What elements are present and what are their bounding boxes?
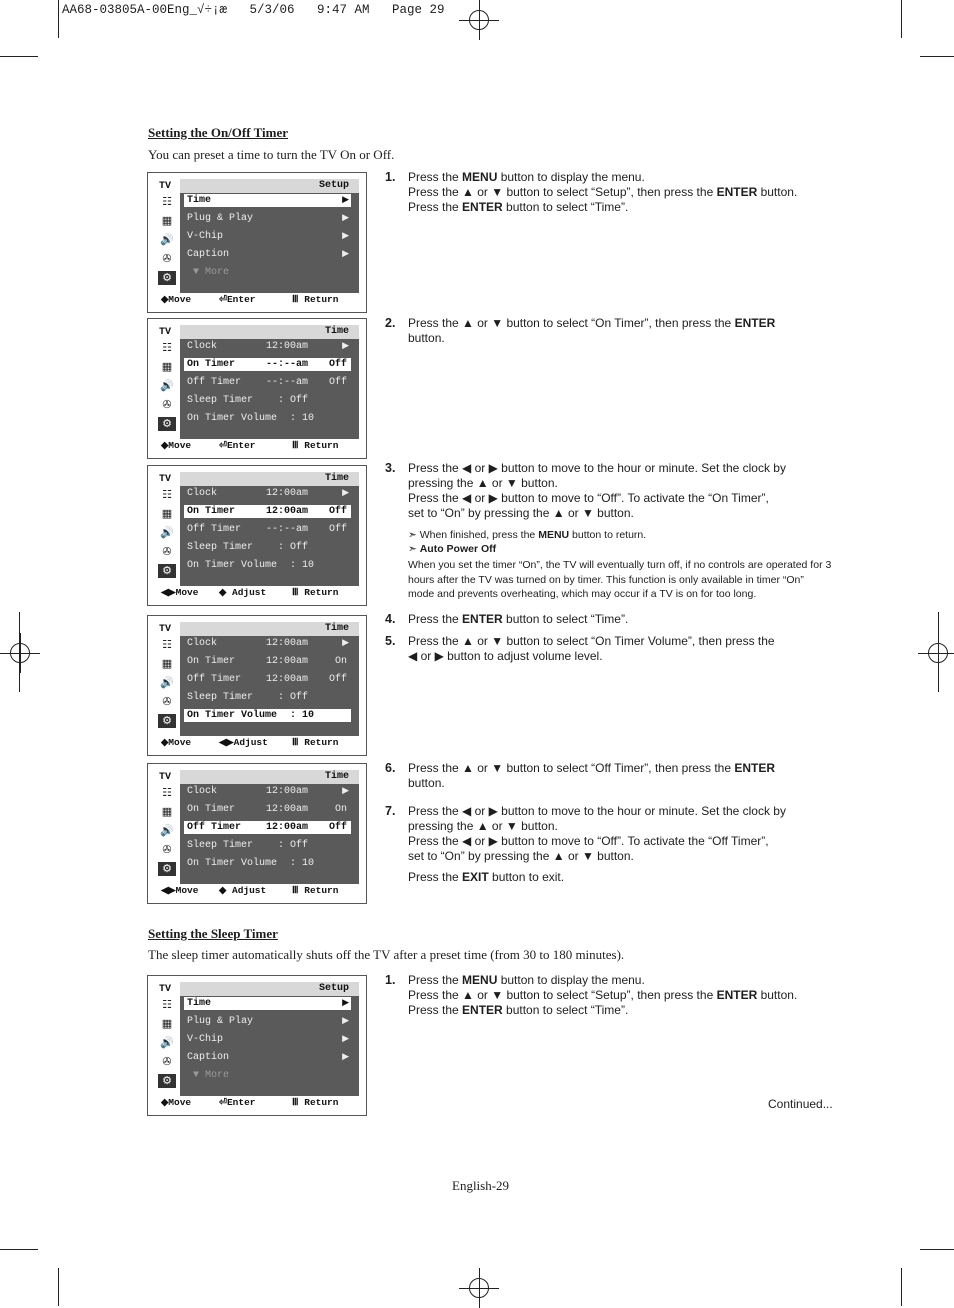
tv-menu-screen [147, 615, 367, 756]
menu-item-state: Off [328, 506, 347, 517]
menu-item [184, 412, 351, 425]
step-text: Press the ENTER button to select “Time”. [408, 612, 629, 626]
tv-label: TV [159, 984, 172, 995]
menu-item-value: 12:00am [266, 506, 309, 517]
menu-title-bar [180, 472, 359, 486]
registration-mark [918, 633, 954, 673]
menu-item-label: Clock [187, 638, 218, 649]
step-text: Press the ◀ or ▶ button to move to the hour or minute. Set the clock by pressing the ▲ or ▼ button. Press the ◀ or ▶ button to move to “Off”. To activate the “On Timer”, set to “On” by pressing the ▲ or ▼ button. [408, 461, 786, 520]
menu-title: Time [324, 771, 349, 782]
menu-item-label: Time [187, 998, 212, 1009]
menu-footer [155, 884, 359, 897]
submenu-arrow-icon: ▶ [342, 1034, 349, 1044]
menu-title: Setup [318, 983, 349, 994]
picture-icon: ☷ [162, 195, 172, 208]
menu-item-label: ▼ More [187, 1070, 230, 1081]
menu-title-bar [180, 622, 359, 636]
menu-item-state: Off [328, 674, 347, 685]
footer-hint: ⏎Enter [219, 440, 256, 451]
menu-panel [155, 770, 359, 897]
menu-footer [155, 439, 359, 452]
setup-icon: ⚙ [158, 1074, 176, 1088]
setup-antenna-icon: ✇ [162, 1055, 172, 1068]
crop-mark [58, 1268, 59, 1306]
footer-hint: ⏎Enter [219, 294, 256, 305]
menu-item-label: On Timer Volume [187, 858, 278, 869]
menu-item [184, 523, 351, 536]
menu-item [184, 1033, 351, 1046]
menu-item-label: On Timer [187, 656, 236, 667]
picture-icon: ☷ [162, 786, 172, 799]
channel-icon: ▦ [161, 507, 173, 520]
submenu-arrow-icon: ▶ [342, 249, 349, 259]
menu-item [184, 376, 351, 389]
submenu-arrow-icon: ▶ [342, 213, 349, 223]
menu-item [184, 559, 351, 572]
menu-item [184, 1051, 351, 1064]
menu-item-state: Off [328, 822, 347, 833]
crop-mark [920, 56, 954, 57]
page-number: English-29 [452, 1178, 510, 1193]
registration-mark [459, 1268, 499, 1308]
note-auto-power-off-title: ➣ Auto Power Off [408, 543, 497, 555]
menu-footer [155, 736, 359, 749]
menu-item [184, 691, 351, 704]
crop-mark [0, 56, 38, 57]
print-header: AA68-03805A-00Eng_√÷¡æ 5/3/06 9:47 AM Page 29 [62, 3, 445, 17]
tv-label: TV [159, 181, 172, 192]
menu-item-value: : 10 [266, 710, 315, 721]
menu-item [184, 394, 351, 407]
menu-item-value: 12:00am [266, 638, 309, 649]
menu-item [184, 997, 351, 1010]
tv-menu-screen [147, 172, 367, 313]
channel-icon: ▦ [161, 214, 173, 227]
menu-item-label: ▼ More [187, 267, 230, 278]
footer-hint: Ⅲ Return [292, 440, 339, 451]
menu-item-label: Time [187, 195, 212, 206]
menu-item-value: 12:00am [266, 341, 309, 352]
menu-item-label: Clock [187, 488, 218, 499]
menu-item-value: : Off [266, 692, 309, 703]
menu-item-value: : 10 [266, 413, 315, 424]
menu-title-bar [180, 982, 359, 996]
footer-hint: ◆ Adjust [219, 587, 267, 598]
footer-hint: Ⅲ Return [292, 1097, 339, 1108]
submenu-arrow-icon: ▶ [342, 488, 349, 498]
step-text: Press the MENU button to display the menu. Press the ▲ or ▼ button to select “Setup”, then press the ENTER button. Press the ENTER button to select “Time”. [408, 170, 798, 214]
menu-title-bar [180, 179, 359, 193]
menu-item-value: --:--am [266, 377, 309, 388]
setup-icon: ⚙ [158, 564, 176, 578]
submenu-arrow-icon: ▶ [342, 1016, 349, 1026]
menu-item [184, 785, 351, 798]
menu-item-state: On [334, 656, 347, 667]
channel-icon: ▦ [161, 657, 173, 670]
menu-item-label: Plug & Play [187, 1016, 254, 1027]
submenu-arrow-icon: ▶ [342, 998, 349, 1008]
menu-footer [155, 586, 359, 599]
menu-item-value: --:--am [266, 524, 309, 535]
menu-item-label: Sleep Timer [187, 840, 254, 851]
crop-mark [19, 612, 20, 692]
continued-label: Continued... [768, 1097, 833, 1111]
submenu-arrow-icon: ▶ [342, 195, 349, 205]
menu-footer [155, 1096, 359, 1109]
menu-title: Setup [318, 180, 349, 191]
step-number: 4. [385, 612, 396, 626]
picture-icon: ☷ [162, 488, 172, 501]
footer-hint: Ⅲ Return [292, 737, 339, 748]
picture-icon: ☷ [162, 998, 172, 1011]
setup-antenna-icon: ✇ [162, 843, 172, 856]
menu-title: Time [324, 623, 349, 634]
menu-title-bar [180, 325, 359, 339]
menu-title: Time [324, 326, 349, 337]
picture-icon: ☷ [162, 341, 172, 354]
menu-item [184, 803, 351, 816]
crop-mark [58, 0, 59, 38]
registration-mark [0, 633, 40, 673]
footer-hint: Ⅲ Return [292, 294, 339, 305]
footer-hint: ◆ Adjust [219, 885, 267, 896]
setup-antenna-icon: ✇ [162, 252, 172, 265]
step-number: 7. [385, 804, 396, 818]
footer-hint: ◆Move [161, 1097, 192, 1108]
crop-mark [938, 612, 939, 692]
menu-item [184, 212, 351, 225]
menu-item-label: Sleep Timer [187, 692, 254, 703]
footer-hint: ◆Move [161, 737, 192, 748]
footer-hint: ⏎Enter [219, 1097, 256, 1108]
footer-hint: ◆Move [161, 440, 192, 451]
menu-item-label: Off Timer [187, 524, 242, 535]
menu-item-state: Off [328, 524, 347, 535]
menu-title: Time [324, 473, 349, 484]
section-title: Setting the On/Off Timer [148, 125, 288, 140]
menu-item-label: Plug & Play [187, 213, 254, 224]
menu-item [184, 194, 351, 207]
menu-item [184, 248, 351, 261]
menu-item-value: --:--am [266, 359, 309, 370]
section-intro: You can preset a time to turn the TV On or Off. [148, 147, 395, 162]
step-number: 3. [385, 461, 396, 475]
setup-icon: ⚙ [158, 417, 176, 431]
setup-antenna-icon: ✇ [162, 695, 172, 708]
setup-antenna-icon: ✇ [162, 545, 172, 558]
menu-item [184, 230, 351, 243]
menu-title-bar [180, 770, 359, 784]
submenu-arrow-icon: ▶ [342, 231, 349, 241]
menu-item-value: 12:00am [266, 674, 309, 685]
footer-hint: Ⅲ Return [292, 587, 339, 598]
submenu-arrow-icon: ▶ [342, 341, 349, 351]
footer-hint: Ⅲ Return [292, 885, 339, 896]
footer-hint: ◀▶Adjust [219, 737, 268, 748]
menu-item [184, 857, 351, 870]
menu-item [184, 340, 351, 353]
menu-item-label: Clock [187, 341, 218, 352]
channel-icon: ▦ [161, 1017, 173, 1030]
menu-item-label: On Timer Volume [187, 560, 278, 571]
menu-item-label: Off Timer [187, 377, 242, 388]
crop-mark [920, 1249, 954, 1250]
menu-item-label: On Timer Volume [187, 710, 278, 721]
sound-icon: 🔊 [160, 1036, 174, 1049]
step-number: 6. [385, 761, 396, 775]
menu-panel [155, 622, 359, 749]
registration-mark [459, 0, 499, 40]
menu-item [184, 637, 351, 650]
menu-item-label: On Timer [187, 506, 236, 517]
step-text: Press the ▲ or ▼ button to select “On Timer”, then press the ENTER button. [408, 316, 776, 345]
submenu-arrow-icon: ▶ [342, 786, 349, 796]
tv-menu-screen [147, 465, 367, 606]
menu-item-label: Caption [187, 1052, 230, 1063]
menu-item [184, 709, 351, 722]
menu-item-value: : Off [266, 395, 309, 406]
setup-antenna-icon: ✇ [162, 398, 172, 411]
setup-icon: ⚙ [158, 862, 176, 876]
step-text: Press the ▲ or ▼ button to select “On Timer Volume”, then press the ◀ or ▶ button to adjust volume level. [408, 634, 775, 663]
tv-menu-screen [147, 318, 367, 459]
menu-item [184, 505, 351, 518]
menu-footer [155, 293, 359, 306]
menu-item-value: : Off [266, 542, 309, 553]
note-return: ➣ When finished, press the MENU button to return. [408, 529, 647, 541]
menu-item [184, 1015, 351, 1028]
menu-item [184, 358, 351, 371]
channel-icon: ▦ [161, 805, 173, 818]
step-number: 5. [385, 634, 396, 648]
menu-item [184, 655, 351, 668]
tv-label: TV [159, 624, 172, 635]
section-title: Setting the Sleep Timer [148, 926, 278, 941]
footer-hint: ◆Move [161, 294, 192, 305]
menu-item [184, 673, 351, 686]
menu-panel [155, 982, 359, 1109]
menu-item-state: On [334, 804, 347, 815]
crop-mark [901, 1268, 902, 1306]
menu-item-label: On Timer Volume [187, 413, 278, 424]
menu-item-value: : Off [266, 840, 309, 851]
setup-icon: ⚙ [158, 271, 176, 285]
sound-icon: 🔊 [160, 379, 174, 392]
menu-item-value: 12:00am [266, 656, 309, 667]
menu-item [184, 821, 351, 834]
menu-item-value: : 10 [266, 560, 315, 571]
menu-item-value: 12:00am [266, 786, 309, 797]
menu-item-label: On Timer [187, 804, 236, 815]
menu-panel [155, 472, 359, 599]
step-text: Press the ◀ or ▶ button to move to the hour or minute. Set the clock by pressing the ▲ or ▼ button. Press the ◀ or ▶ button to move to “Off”. To activate the “Off Timer”, set to “On” by pressing the ▲ or ▼ button. [408, 804, 786, 863]
sound-icon: 🔊 [160, 526, 174, 539]
tv-menu-screen [147, 975, 367, 1116]
tv-label: TV [159, 474, 172, 485]
footer-hint: ◀▶Move [161, 885, 199, 896]
tv-label: TV [159, 327, 172, 338]
note-auto-power-off-body: When you set the timer “On”, the TV will eventually turn off, if no controls are operated for 3 hours after the TV was turned on by timer. This function is only available in timer “On” mode and prevents overheating, which may occur if a TV is on for too long. [408, 559, 832, 600]
menu-item-label: On Timer [187, 359, 236, 370]
menu-item [184, 541, 351, 554]
section-intro: The sleep timer automatically shuts off the TV after a preset time (from 30 to 180 minutes). [148, 947, 625, 962]
menu-item-value: : 10 [266, 858, 315, 869]
menu-item-label: Clock [187, 786, 218, 797]
step-text: Press the MENU button to display the menu. Press the ▲ or ▼ button to select “Setup”, then press the ENTER button. Press the ENTER button to select “Time”. [408, 973, 798, 1017]
menu-item-label: V-Chip [187, 231, 224, 242]
menu-item-label: Off Timer [187, 822, 242, 833]
menu-item-value: 12:00am [266, 822, 309, 833]
menu-panel [155, 179, 359, 306]
picture-icon: ☷ [162, 638, 172, 651]
channel-icon: ▦ [161, 360, 173, 373]
step-number: 1. [385, 973, 396, 987]
step-text: Press the ▲ or ▼ button to select “Off Timer”, then press the ENTER button. [408, 761, 776, 790]
tv-menu-screen [147, 763, 367, 904]
crop-mark [0, 1249, 38, 1250]
menu-panel [155, 325, 359, 452]
menu-item [184, 266, 351, 279]
step-text: Press the EXIT button to exit. [408, 870, 565, 884]
footer-hint: ◀▶Move [161, 587, 199, 598]
step-number: 1. [385, 170, 396, 184]
menu-item [184, 487, 351, 500]
submenu-arrow-icon: ▶ [342, 638, 349, 648]
sound-icon: 🔊 [160, 233, 174, 246]
menu-item-state: Off [328, 377, 347, 388]
menu-item [184, 1069, 351, 1082]
sound-icon: 🔊 [160, 676, 174, 689]
menu-item-label: Caption [187, 249, 230, 260]
menu-item-label: V-Chip [187, 1034, 224, 1045]
menu-item-label: Sleep Timer [187, 542, 254, 553]
menu-item-value: 12:00am [266, 488, 309, 499]
sound-icon: 🔊 [160, 824, 174, 837]
step-number: 2. [385, 316, 396, 330]
crop-mark [901, 0, 902, 38]
tv-label: TV [159, 772, 172, 783]
menu-item-label: Off Timer [187, 674, 242, 685]
menu-item-state: Off [328, 359, 347, 370]
menu-item-label: Sleep Timer [187, 395, 254, 406]
submenu-arrow-icon: ▶ [342, 1052, 349, 1062]
setup-icon: ⚙ [158, 714, 176, 728]
menu-item-value: 12:00am [266, 804, 309, 815]
menu-item [184, 839, 351, 852]
